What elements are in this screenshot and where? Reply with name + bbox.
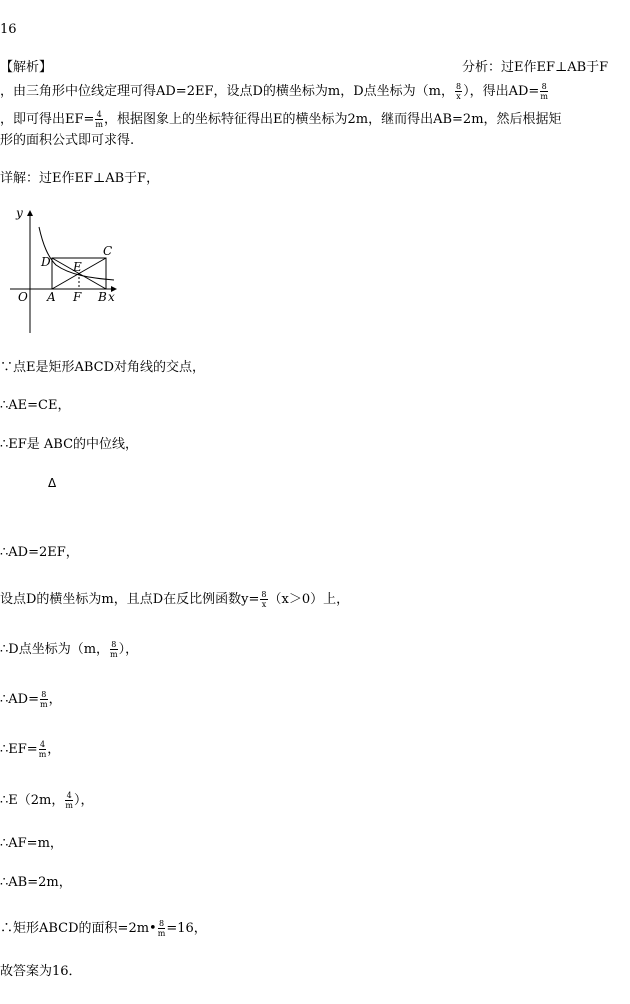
fraction-numerator: 8 xyxy=(541,82,547,91)
detail-line-11: ∴AB=2m， xyxy=(0,875,72,890)
detail-line-5 xyxy=(0,590,349,609)
analysis-right-text: 分析：过E作EF⊥AB于F xyxy=(462,60,609,75)
label-c: C xyxy=(103,244,113,258)
fraction-numerator: 8 xyxy=(111,640,117,649)
detail-line-8-a: ∴EF= xyxy=(0,742,38,757)
detail-line-1: ∵点E是矩形ABCD对角线的交点， xyxy=(0,360,206,375)
fraction-denominator: m xyxy=(65,801,73,810)
fraction-numerator: 4 xyxy=(39,740,46,749)
analysis-line-2-a: ，由三角形中位线定理可得AD=2EF，设点D的横坐标为m，D点坐标为（m， xyxy=(0,84,454,99)
analysis-line-2 xyxy=(0,82,549,101)
label-d: D xyxy=(41,255,51,269)
detail-line-3: ∴EF是 ABC的中位线， xyxy=(0,437,139,452)
fraction-numerator: 8 xyxy=(41,690,47,699)
detail-line-7-a: ∴AD= xyxy=(0,692,39,707)
fraction-denominator: m xyxy=(38,750,47,759)
fraction xyxy=(65,791,73,810)
detail-line-6 xyxy=(0,640,138,659)
fraction-denominator: m xyxy=(110,650,118,659)
label-a: A xyxy=(47,290,56,304)
label-e: E xyxy=(73,260,82,274)
detail-line-5-b: （x＞0）上， xyxy=(268,592,350,607)
fraction-numerator: 4 xyxy=(66,791,72,800)
coordinate-figure xyxy=(10,205,130,335)
label-x: x xyxy=(108,290,115,304)
fraction xyxy=(260,590,267,609)
detail-intro: 详解：过E作EF⊥AB于F， xyxy=(0,171,160,186)
detail-line-10: ∴AF=m， xyxy=(0,836,63,851)
fraction-denominator: m xyxy=(157,929,166,938)
detail-line-6-b: ）， xyxy=(118,642,139,657)
detail-line-6-a: ∴D点坐标为（m， xyxy=(0,642,110,657)
analysis-line-2-b: ），得出AD= xyxy=(463,84,540,99)
fraction-numerator: 8 xyxy=(456,82,462,91)
analysis-line-3-a: ，即可得出EF= xyxy=(0,112,95,127)
detail-line-12-a: ∴矩形ABCD的面积=2m• xyxy=(0,921,157,936)
detail-line-9-a: ∴E（2m， xyxy=(0,793,65,808)
fraction-denominator: x xyxy=(261,600,267,609)
detail-line-12-b: =16， xyxy=(166,921,207,936)
fraction xyxy=(95,110,103,129)
fraction-numerator: 8 xyxy=(158,919,165,928)
fraction-denominator: x xyxy=(456,92,461,101)
fraction xyxy=(40,690,48,709)
analysis-line-3 xyxy=(0,110,562,129)
label-o: O xyxy=(18,290,28,304)
fraction xyxy=(158,919,166,938)
fraction-denominator: m xyxy=(95,120,103,129)
detail-line-12 xyxy=(0,919,207,938)
fraction-denominator: m xyxy=(39,700,48,709)
fraction xyxy=(39,740,47,759)
detail-line-5-a: 设点D的横坐标为m，且点D在反比例函数y= xyxy=(0,592,260,607)
label-y: y xyxy=(16,206,23,220)
question-number: 16 xyxy=(0,22,17,37)
detail-line-7-b: ， xyxy=(48,692,62,707)
triangle-symbol: Δ xyxy=(48,476,57,490)
detail-line-2: ∴AE=CE， xyxy=(0,398,71,413)
fraction-denominator: m xyxy=(540,92,548,101)
label-f: F xyxy=(73,290,82,304)
detail-line-9 xyxy=(0,791,93,810)
fraction xyxy=(540,82,548,101)
detail-line-4: ∴AD=2EF， xyxy=(0,545,79,560)
fraction xyxy=(455,82,462,101)
fraction-numerator: 4 xyxy=(96,110,102,119)
detail-line-7 xyxy=(0,690,62,709)
analysis-label: 【解析】 xyxy=(0,60,53,75)
detail-line-9-b: ）， xyxy=(73,793,94,808)
label-b: B xyxy=(98,290,107,304)
fraction-numerator: 8 xyxy=(261,590,267,599)
analysis-line-4: 形的面积公式即可求得. xyxy=(0,133,135,148)
fraction xyxy=(110,640,118,659)
analysis-line-3-b: ，根据图象上的坐标特征得出E的横坐标为2m，继而得出AB=2m，然后根据矩 xyxy=(104,112,562,127)
answer-line: 故答案为16． xyxy=(0,964,82,979)
detail-line-8-b: ， xyxy=(47,742,61,757)
detail-line-8 xyxy=(0,740,60,759)
